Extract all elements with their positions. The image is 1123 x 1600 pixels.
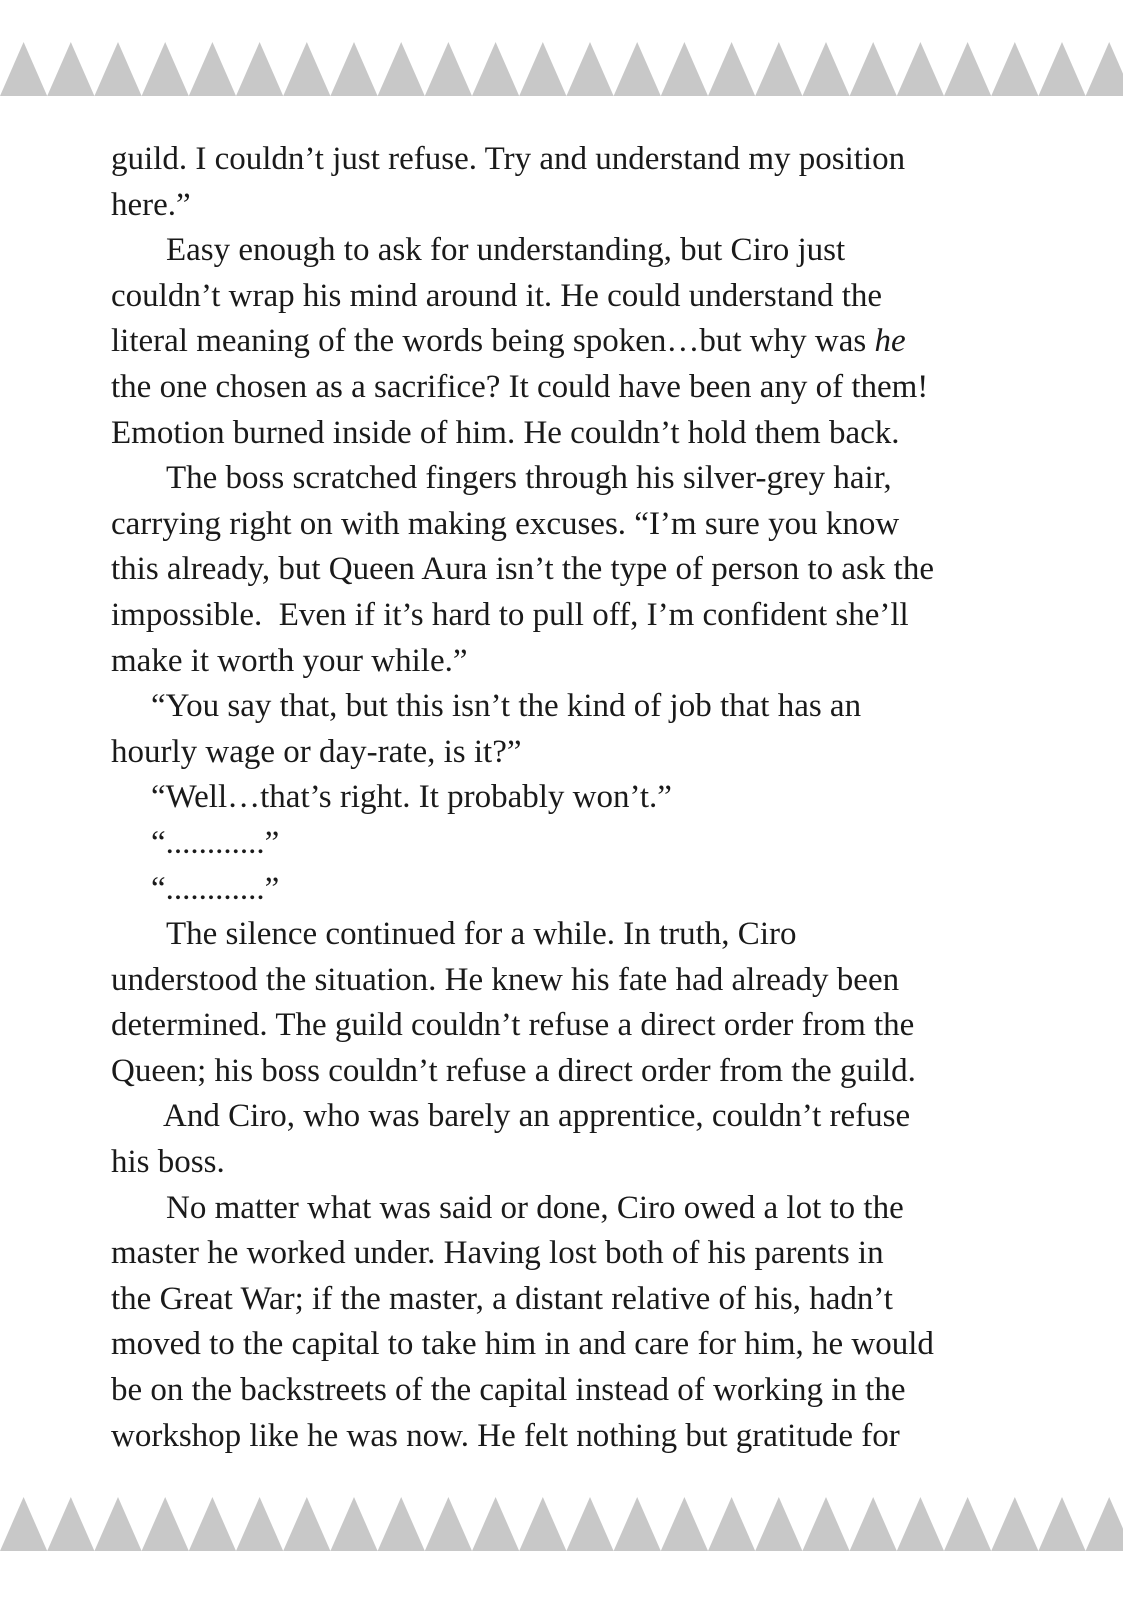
text-line: Emotion burned inside of him. He couldn’t hold them back. bbox=[111, 414, 900, 451]
text-line: understood the situation. He knew his fate had already been bbox=[111, 961, 900, 998]
text-line: No matter what was said or done, Ciro owed a lot to the bbox=[166, 1189, 904, 1226]
text-line: “You say that, but this isn’t the kind of job that has an bbox=[151, 688, 862, 725]
text-line: master he worked under. Having lost both of his parents in bbox=[111, 1235, 884, 1272]
text-line: workshop like he was now. He felt nothing but gratitude for bbox=[111, 1417, 900, 1454]
text-line: “............” bbox=[151, 870, 280, 907]
text-line: his boss. bbox=[111, 1144, 225, 1181]
text-line: impossible. Even if it’s hard to pull off, I’m confident she’ll bbox=[111, 596, 909, 633]
text-line-start: literal meaning of the words being spoken…but why was bbox=[111, 323, 875, 360]
text-line: The boss scratched fingers through his silver-grey hair, bbox=[166, 460, 892, 497]
text-line: moved to the capital to take him in and care for him, he would bbox=[111, 1326, 934, 1363]
text-line: be on the backstreets of the capital instead of working in the bbox=[111, 1372, 906, 1409]
text-line: hourly wage or day-rate, is it?” bbox=[111, 733, 522, 770]
text-line bbox=[111, 319, 1011, 365]
text-line: here.” bbox=[111, 186, 191, 223]
triangle-pattern-bottom bbox=[0, 1497, 1123, 1551]
text-line: the Great War; if the master, a distant relative of his, hadn’t bbox=[111, 1280, 893, 1317]
text-line: the one chosen as a sacrifice? It could have been any of them! bbox=[111, 368, 929, 405]
text-line: make it worth your while.” bbox=[111, 642, 468, 679]
text-line: this already, but Queen Aura isn’t the type of person to ask the bbox=[111, 551, 934, 588]
text-line: determined. The guild couldn’t refuse a direct order from the bbox=[111, 1007, 915, 1044]
text-line: “............” bbox=[151, 824, 280, 861]
text-line: guild. I couldn’t just refuse. Try and understand my position bbox=[111, 141, 906, 177]
emphasis-he: he bbox=[874, 323, 906, 360]
page-body-text bbox=[111, 137, 1011, 1459]
decorative-border-bottom bbox=[0, 1497, 1123, 1551]
text-line: carrying right on with making excuses. “I’m sure you know bbox=[111, 505, 900, 542]
decorative-border-top bbox=[0, 42, 1123, 96]
text-line: The silence continued for a while. In truth, Ciro bbox=[166, 916, 797, 953]
triangle-pattern-top bbox=[0, 42, 1123, 96]
text-line: Easy enough to ask for understanding, but Ciro just bbox=[166, 232, 846, 269]
text-line: And Ciro, who was barely an apprentice, couldn’t refuse bbox=[163, 1098, 911, 1135]
text-line: couldn’t wrap his mind around it. He could understand the bbox=[111, 277, 883, 314]
text-line: Queen; his boss couldn’t refuse a direct order from the guild. bbox=[111, 1052, 916, 1089]
text-line: “Well…that’s right. It probably won’t.” bbox=[151, 779, 672, 816]
